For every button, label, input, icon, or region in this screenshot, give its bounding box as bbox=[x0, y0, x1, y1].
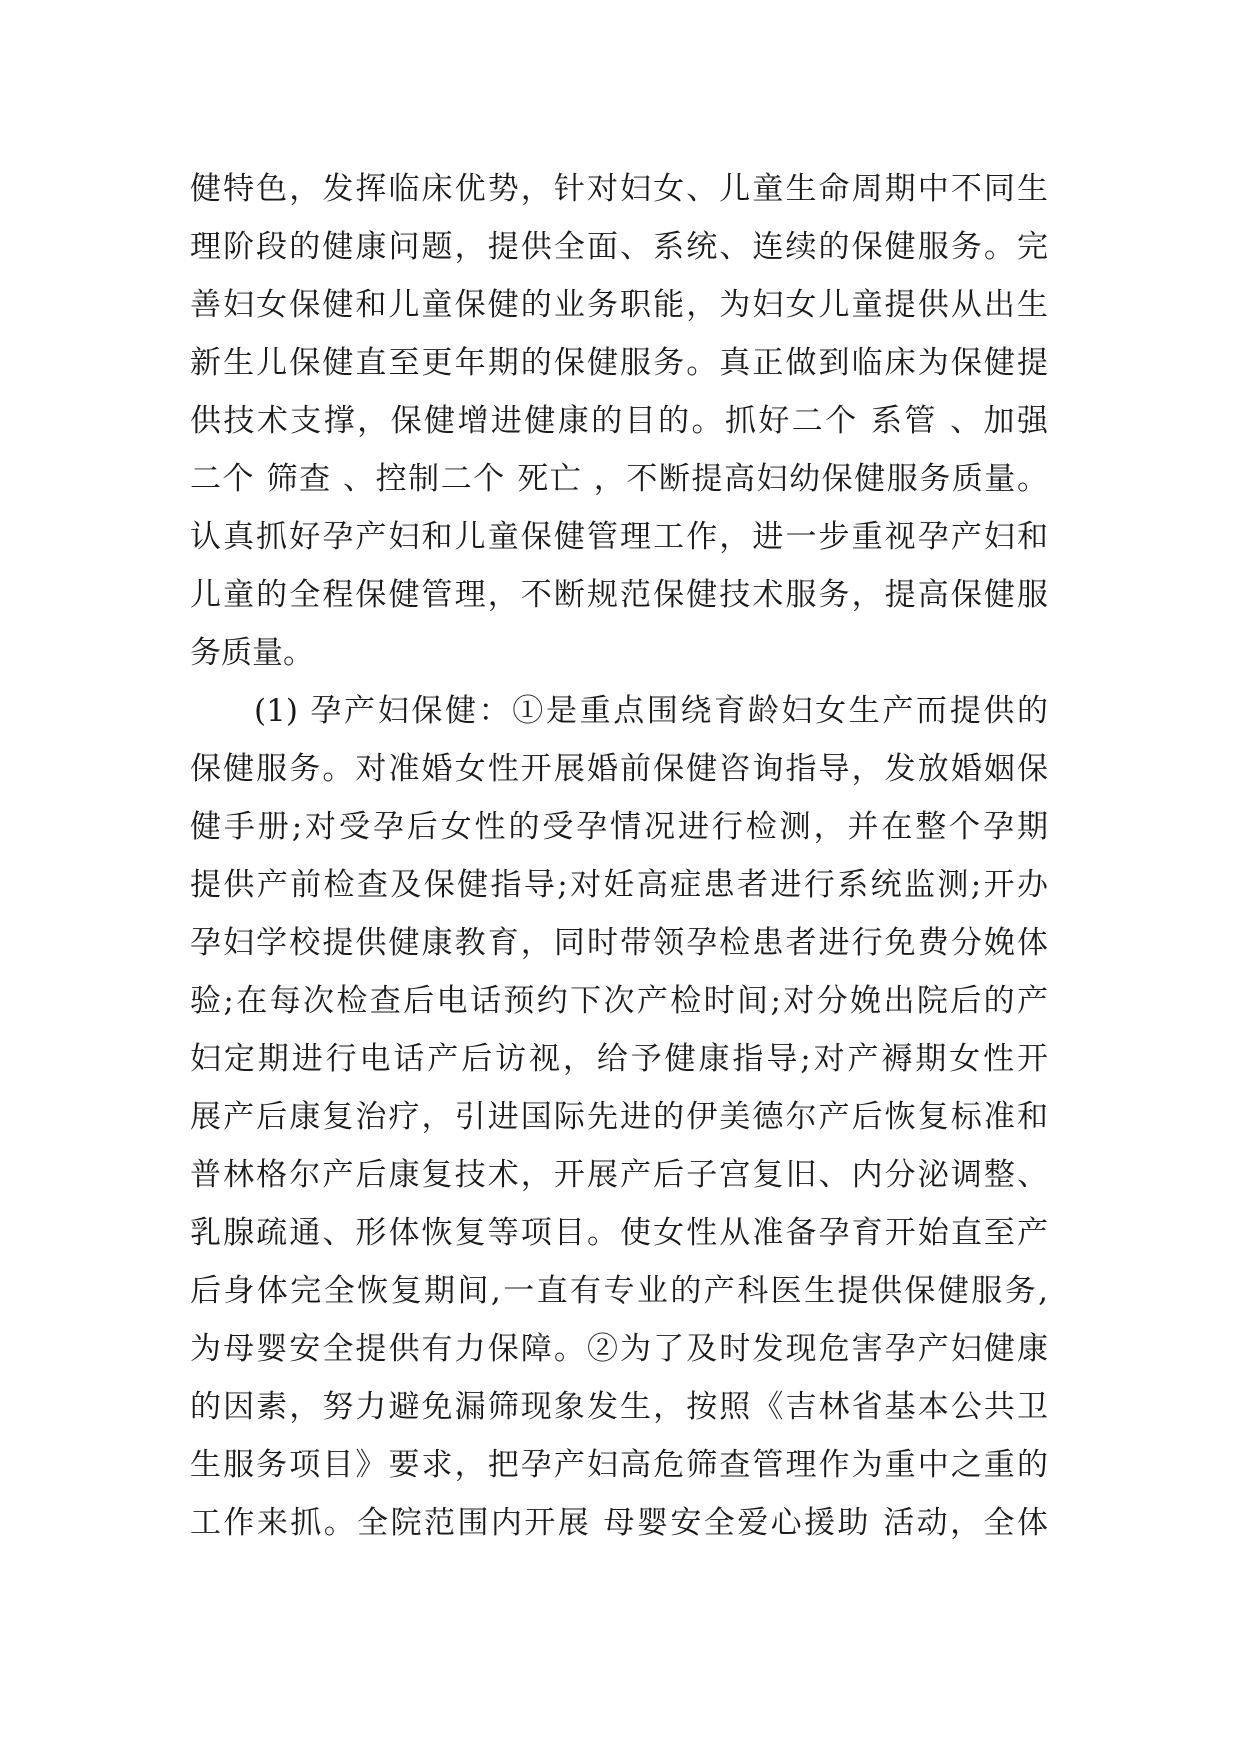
paragraph-1 bbox=[190, 160, 1048, 682]
text-line: 健特色，发挥临床优势，针对妇女、儿童生命周期中不同生 bbox=[190, 171, 1048, 207]
text-line: 工作来抓。全院范围内开展 母婴安全爱心援助 活动，全体 bbox=[190, 1505, 1048, 1541]
text-line: 后身体完全恢复期间,一直有专业的产科医生提供保健服务, bbox=[190, 1273, 1048, 1309]
text-line: 生服务项目》要求，把孕产妇高危筛查管理作为重中之重的 bbox=[190, 1447, 1048, 1483]
body-text bbox=[190, 160, 1048, 1552]
text-line: 为母婴安全提供有力保障。②为了及时发现危害孕产妇健康 bbox=[190, 1331, 1048, 1367]
text-line: 儿童的全程保健管理，不断规范保健技术服务，提高保健服 bbox=[190, 577, 1048, 613]
text-line: 提供产前检查及保健指导;对妊高症患者进行系统监测;开办 bbox=[190, 867, 1048, 903]
text-line: 健手册;对受孕后女性的受孕情况进行检测，并在整个孕期 bbox=[190, 809, 1048, 845]
text-line: (1) 孕产妇保健：①是重点围绕育龄妇女生产而提供的 bbox=[254, 693, 1048, 729]
text-line: 二个 筛查 、控制二个 死亡 ，不断提高妇幼保健服务质量。 bbox=[190, 461, 1048, 497]
text-line: 展产后康复治疗，引进国际先进的伊美德尔产后恢复标准和 bbox=[190, 1099, 1048, 1135]
text-line: 孕妇学校提供健康教育，同时带领孕检患者进行免费分娩体 bbox=[190, 925, 1048, 961]
text-line: 理阶段的健康问题，提供全面、系统、连续的保健服务。完 bbox=[190, 229, 1048, 265]
text-line: 妇定期进行电话产后访视，给予健康指导;对产褥期女性开 bbox=[190, 1041, 1048, 1077]
text-line: 认真抓好孕产妇和儿童保健管理工作，进一步重视孕产妇和 bbox=[190, 519, 1048, 555]
text-line: 普林格尔产后康复技术，开展产后子宫复旧、内分泌调整、 bbox=[190, 1157, 1048, 1193]
text-line: 善妇女保健和儿童保健的业务职能，为妇女儿童提供从出生 bbox=[190, 287, 1048, 323]
text-line: 保健服务。对准婚女性开展婚前保健咨询指导，发放婚姻保 bbox=[190, 751, 1048, 787]
text-line: 供技术支撑，保健增进健康的目的。抓好二个 系管 、加强 bbox=[190, 403, 1048, 439]
text-line: 务质量。 bbox=[190, 635, 314, 671]
paragraph-2 bbox=[190, 682, 1048, 1552]
text-line: 验;在每次检查后电话预约下次产检时间;对分娩出院后的产 bbox=[190, 983, 1048, 1019]
text-line: 的因素，努力避免漏筛现象发生，按照《吉林省基本公共卫 bbox=[190, 1389, 1048, 1425]
text-line: 新生儿保健直至更年期的保健服务。真正做到临床为保健提 bbox=[190, 345, 1048, 381]
text-line: 乳腺疏通、形体恢复等项目。使女性从准备孕育开始直至产 bbox=[190, 1215, 1048, 1251]
